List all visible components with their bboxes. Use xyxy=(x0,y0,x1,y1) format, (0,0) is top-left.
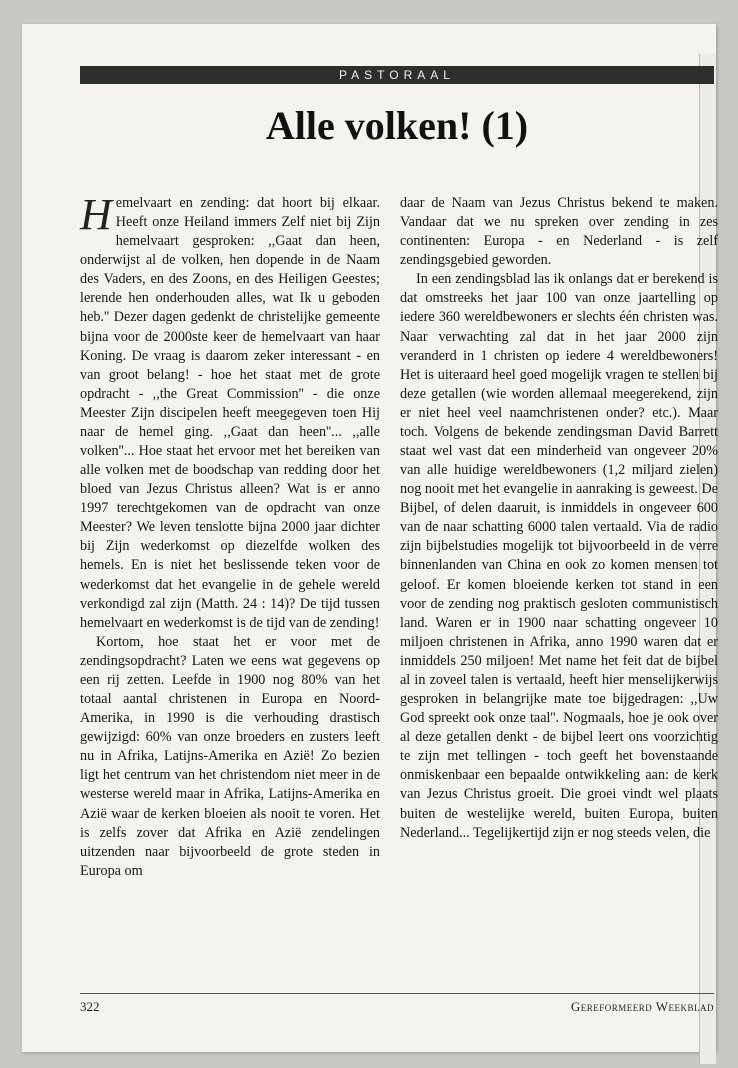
left-paragraph-2: Kortom, hoe staat het er voor met de zendingsopdracht? Laten we eens wat gegevens op een rij zetten. Leefde in 1900 nog 80% van het totaal aantal christenen in Europa en Noord-Amerika, in 1990 is die verhouding drastisch gewijzigd: 60% van onze broeders en zusters leeft nu in Afrika, Latijns-Amerika en Azië! Zo bezien ligt het centrum van het christendom niet meer in de westerse wereld maar in Afrika, Latijns-Amerika en Azië waar de kerken bloeien als nooit te voren. Het is zelfs zover dat Afrika en Azië zendelingen uitzenden naar bijvoorbeeld de grote steden in Europa om xyxy=(80,633,380,879)
magazine-name: Gereformeerd Weekblad xyxy=(570,999,714,1014)
footer-divider xyxy=(80,993,714,994)
right-paragraph-2: In een zendingsblad las ik onlangs dat er berekend is dat omstreeks het jaar 100 van onze jaartelling op iedere 360 wereldbewoners er slechts één christen was. Naar verwachting zal dat in het jaar 2000 zijn veranderd in 1 christen op iedere 4 wereldbewoners! Het is uiteraard heel goed mogelijk vragen te stellen bij deze getallen (wie worden allemaal meegerekend, zijn er niet heel veel naamchristenen onder? etc.). Maar toch. Volgens de bekende zendingsman David Barrett staat wel vast dat een minderheid van ongeveer 20% van alle huidige wereldbewoners (1,2 miljard zielen) nog nooit met het evangelie in aanraking is geweest. De Bijbel, of delen daaruit, is inmiddels in ongeveer 600 van de naar schatting 6000 talen vertaald. Via de radio zijn bijbelstudies mogelijk tot bijvoorbeeld in de verre binnenlanden van China en ook zo komen mensen tot geloof. Er komen bloeiende kerken tot stand in een voor de zending nog praktisch gesloten communistisch land. Waren er in 1900 naar schatting ongeveer 10 miljoen christenen in Afrika, anno 1990 waren dat er inmiddels 250 miljoen! Met name het feit dat de bijbel al in zoveel talen is vertaald, heeft hier menselijkerwijs gesproken in belangrijke mate toe bijgedragen: ,,Uw God spreekt ook onze taal''. Nogmaals, hoe je ook over al deze getallen denkt - de bijbel leert ons voorzichtig te zijn met tellingen - toch geeft het bovenstaande onmiskenbaar een bepaalde ontwikkeling aan: de kerk van Jezus Christus groeit. Die groei vindt wel plaats buiten de westelijke wereld, buiten Europa, buiten Nederland... Tegelijkertijd zijn er nog steeds velen, die xyxy=(400,271,718,841)
page-number: 322 xyxy=(80,999,100,1014)
left-paragraph-1-text: emelvaart en zending: dat hoort bij elkaar. Heeft onze Heiland immers Zelf niet bij Zijn hemelvaart gesproken: ,,Gaat dan heen, onderwijst al de volken, hen dopende in de Naam des Vaders, en des Zoons, en des Heiligen Geestes; lerende hen onderhouden alles, wat Ik u geboden heb.'' Dezer dagen gedenkt de christelijke gemeente bijna voor de 2000ste keer de hemelvaart van haar Koning. De vraag is daarom zeker interessant - en van groot belang! - hoe het staat met de grote opdracht - ,,the Great Commission'' - die onze Meester Zijn discipelen heeft meegegeven toen Hij naar de hemel ging. ,,Gaat dan heen''... ,,alle volken''... Hoe staat het ervoor met het bereiken van alle volken met de boodschap van redding door het bloed van Jezus Christus alleen? Wat is er anno 1997 terechtgekomen van de opdracht van onze Meester? We leven tenslotte bijna 2000 jaar dichter bij Zijn wederkomst op diezelfde wolken des hemels. En is niet het beslissende teken voor de wederkomst dat het evangelie in de gehele wereld verkondigd zal zijn (Matth. 24 : 14)? De tijd tussen hemelvaart en wederkomst is de tijd van de zending! xyxy=(80,195,380,631)
section-header: PASTORAAL xyxy=(80,66,714,84)
left-column xyxy=(80,190,380,881)
magazine-page xyxy=(22,24,716,1052)
right-column xyxy=(400,194,718,843)
drop-cap: H xyxy=(80,190,112,239)
article-title: Alle volken! (1) xyxy=(265,103,529,148)
right-paragraph-1: daar de Naam van Jezus Christus bekend te maken. Vandaar dat we nu spreken over zending in zes continenten: Europa - en Nederland - is zelf zendingsgebied geworden. xyxy=(400,195,718,269)
left-paragraph-1 xyxy=(80,190,380,633)
